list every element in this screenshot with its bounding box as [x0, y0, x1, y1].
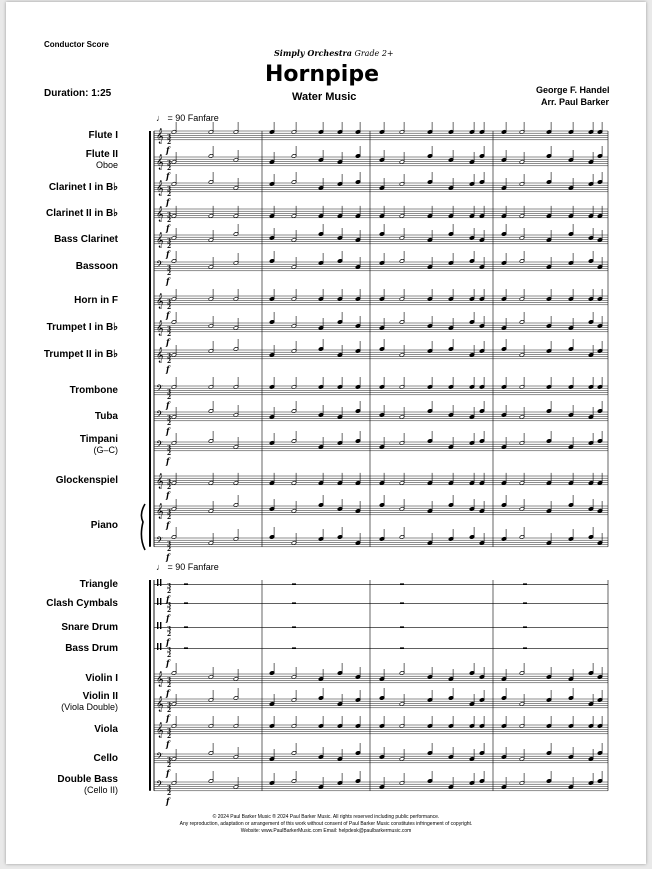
system-1-staff: [154, 495, 608, 530]
dynamic-marking: f: [166, 688, 170, 698]
dynamic-marking: f: [166, 796, 170, 806]
rest: [523, 602, 527, 604]
dynamic-marking: f: [166, 197, 170, 207]
svg-text:2: 2: [167, 243, 172, 250]
svg-text:2: 2: [167, 514, 172, 521]
percussion-clef: [157, 579, 158, 586]
system-1-staff: [154, 206, 608, 233]
svg-text:2: 2: [167, 607, 172, 614]
instrument-name: Triangle: [79, 579, 118, 590]
instrument-name: Violin II: [82, 691, 118, 702]
bass-clef: 𝄢: [156, 535, 164, 548]
system-1-staff: [154, 172, 608, 207]
svg-text:2: 2: [167, 331, 172, 338]
dynamic-marking: f: [166, 223, 170, 233]
dynamic-marking: f: [166, 337, 170, 347]
rest: [523, 626, 527, 628]
rest: [400, 602, 404, 604]
dynamic-marking: f: [166, 658, 170, 668]
percussion-clef: [157, 598, 158, 605]
svg-text:2: 2: [167, 631, 172, 638]
dynamic-marking: f: [166, 249, 170, 259]
svg-text:2: 2: [167, 733, 172, 740]
footer-notice: Any reproduction, adaptation or arrangement of this work without consent of Paul Barker Music constitutes infringement of copyright.: [179, 821, 473, 827]
instrument-name: Tuba: [94, 411, 118, 422]
series-name: Simply Orchestra: [274, 48, 352, 58]
system-2-staff: [154, 688, 608, 723]
dynamic-marking: f: [166, 739, 170, 749]
svg-text:2: 2: [167, 762, 172, 769]
svg-text:2: 2: [167, 450, 172, 457]
instrument-name: Trumpet II in B♭: [43, 349, 118, 360]
system-2-staff: [154, 622, 608, 647]
dynamic-marking: f: [166, 145, 170, 155]
system-1-staff: [154, 312, 608, 347]
tempo-marking-system-2: ♩ = 90 Fanfare: [156, 562, 219, 572]
treble-clef: 𝄞: [156, 155, 164, 170]
treble-clef: 𝄞: [156, 207, 164, 222]
percussion-clef: [157, 643, 158, 650]
percussion-clef: [157, 622, 158, 629]
svg-text:2: 2: [167, 546, 172, 553]
instrument-name: Flute I: [88, 130, 118, 141]
rest: [292, 602, 296, 604]
piano-brace: [141, 504, 145, 550]
system-1-staff: [154, 339, 608, 374]
dynamic-marking: f: [166, 637, 170, 647]
rest: [523, 583, 527, 585]
system-1-staff: [154, 146, 608, 181]
instrument-name: Viola: [94, 724, 118, 735]
dynamic-marking: f: [166, 310, 170, 320]
bass-clef: 𝄢: [156, 409, 164, 422]
dynamic-marking: f: [166, 713, 170, 723]
treble-clef: 𝄞: [156, 672, 164, 687]
treble-clef: 𝄞: [156, 697, 164, 712]
instrument-name: Trombone: [69, 385, 118, 396]
dynamic-marking: f: [166, 456, 170, 466]
dynamic-marking: f: [166, 613, 170, 623]
instrument-name: Violin I: [85, 673, 118, 684]
instrument-name: Timpani: [79, 434, 118, 445]
instrument-subname: (Viola Double): [61, 702, 118, 712]
svg-text:2: 2: [167, 165, 172, 172]
time-signature: 3: [167, 757, 172, 764]
dynamic-marking: f: [166, 520, 170, 530]
dynamic-marking: f: [166, 490, 170, 500]
instrument-name: Clarinet II in B♭: [46, 208, 118, 219]
system-2-staff: [154, 771, 608, 806]
rest: [400, 626, 404, 628]
dynamic-marking: f: [166, 768, 170, 778]
instrument-name: Clash Cymbals: [46, 598, 118, 609]
svg-text:2: 2: [167, 394, 172, 401]
score-page: [6, 2, 646, 864]
time-signature: 3: [167, 299, 172, 306]
instrument-name: Snare Drum: [61, 622, 118, 633]
time-signature: 3: [167, 583, 172, 590]
time-signature: 3: [167, 186, 172, 193]
system-2-staff: [154, 643, 608, 668]
rest: [400, 647, 404, 649]
time-signature: 3: [167, 160, 172, 167]
instrument-subname: (Cello II): [83, 785, 118, 795]
time-signature: 3: [167, 479, 172, 486]
dynamic-marking: f: [166, 276, 170, 286]
system-1-staff: [154, 431, 608, 466]
system-1-staff: [154, 251, 608, 286]
footer-contact: Website: www.PaulBarkerMusic.com Email: helpdesk@paulbarkermusic.com: [240, 828, 412, 834]
instrument-name: Bass Clarinet: [54, 234, 118, 245]
rest: [184, 626, 188, 628]
system-1-staff: [154, 224, 608, 259]
arranger: Arr. Paul Barker: [541, 97, 610, 107]
time-signature: 3: [167, 265, 172, 272]
svg-text:2: 2: [167, 139, 172, 146]
time-signature: 3: [167, 238, 172, 245]
dynamic-marking: f: [166, 400, 170, 410]
rest: [184, 583, 188, 585]
instrument-name: Double Bass: [57, 774, 118, 785]
rest: [184, 647, 188, 649]
piece-subtitle: Water Music: [292, 91, 357, 103]
time-signature: 3: [167, 509, 172, 516]
instrument-name: Bassoon: [75, 261, 118, 272]
svg-text:2: 2: [167, 652, 172, 659]
instrument-name: Trumpet I in B♭: [46, 322, 118, 333]
instrument-name: Piano: [90, 520, 118, 531]
treble-clef: 𝄞: [156, 129, 164, 144]
piece-title: Hornpipe: [265, 62, 379, 87]
system-1-staff: [154, 401, 608, 436]
dynamic-marking: f: [166, 552, 170, 562]
rest: [184, 602, 188, 604]
system-1-staff: [154, 377, 608, 410]
time-signature: 3: [167, 626, 172, 633]
treble-clef: 𝄞: [156, 348, 164, 363]
system-1-staff: [154, 289, 608, 320]
instrument-name: Bass Drum: [65, 643, 118, 654]
rest: [292, 647, 296, 649]
conductor-score-label: Conductor Score: [44, 40, 109, 49]
svg-text:2: 2: [167, 270, 172, 277]
instrument-subname: (G–C): [93, 445, 118, 455]
treble-clef: 𝄞: [156, 723, 164, 738]
system-1-barlines: [150, 131, 608, 547]
bass-clef: 𝄢: [156, 779, 164, 792]
time-signature: 3: [167, 702, 172, 709]
rest: [400, 583, 404, 585]
grade-label: Grade 2+: [354, 49, 394, 58]
system-1-staff: [154, 122, 608, 155]
system-1-staff: [154, 473, 608, 500]
system-2-staff: [154, 663, 608, 698]
system-2-staff: [154, 743, 608, 778]
bass-clef: 𝄢: [156, 383, 164, 396]
svg-text:2: 2: [167, 191, 172, 198]
svg-text:2: 2: [167, 682, 172, 689]
time-signature: 3: [167, 353, 172, 360]
dynamic-marking: f: [166, 364, 170, 374]
bass-clef: 𝄢: [156, 259, 164, 272]
treble-clef: 𝄞: [156, 504, 164, 519]
composer: George F. Handel: [536, 85, 610, 95]
instrument-name: Clarinet I in B♭: [48, 182, 118, 193]
time-signature: 3: [167, 785, 172, 792]
treble-clef: 𝄞: [156, 474, 164, 489]
tempo-marking-system-1: ♩ = 90 Fanfare: [156, 113, 219, 123]
time-signature: 3: [167, 134, 172, 141]
svg-text:2: 2: [167, 588, 172, 595]
system-1-staff: [154, 527, 608, 562]
bass-clef: 𝄢: [156, 439, 164, 452]
footer-copyright: © 2024 Paul Barker Music ® 2024 Paul Barker Music. All rights reserved including public performance.: [212, 814, 440, 820]
svg-text:2: 2: [167, 358, 172, 365]
bass-clef: 𝄢: [156, 751, 164, 764]
rest: [292, 583, 296, 585]
instrument-name: Glockenspiel: [55, 475, 118, 486]
rest: [292, 626, 296, 628]
svg-text:2: 2: [167, 420, 172, 427]
svg-text:2: 2: [167, 217, 172, 224]
time-signature: 3: [167, 445, 172, 452]
time-signature: 3: [167, 728, 172, 735]
time-signature: 3: [167, 326, 172, 333]
time-signature: 3: [167, 647, 172, 654]
score-notation: [6, 2, 646, 864]
svg-text:2: 2: [167, 707, 172, 714]
time-signature: 3: [167, 677, 172, 684]
svg-text:2: 2: [167, 304, 172, 311]
instrument-subname: Oboe: [95, 160, 118, 170]
instrument-name: Cello: [93, 753, 118, 764]
dynamic-marking: f: [166, 426, 170, 436]
time-signature: 3: [167, 415, 172, 422]
time-signature: 3: [167, 212, 172, 219]
time-signature: 3: [167, 389, 172, 396]
dynamic-marking: f: [166, 594, 170, 604]
rest: [523, 647, 527, 649]
system-2-barlines: [150, 580, 608, 791]
svg-text:2: 2: [167, 790, 172, 797]
treble-clef: 𝄞: [156, 181, 164, 196]
instrument-name: Flute II: [85, 149, 118, 160]
duration: Duration: 1:25: [44, 88, 112, 99]
treble-clef: 𝄞: [156, 233, 164, 248]
system-2-staff: [154, 598, 608, 623]
svg-text:2: 2: [167, 484, 172, 491]
treble-clef: 𝄞: [156, 294, 164, 309]
time-signature: 3: [167, 541, 172, 548]
system-2-staff: [154, 579, 608, 604]
time-signature: 3: [167, 602, 172, 609]
dynamic-marking: f: [166, 171, 170, 181]
instrument-name: Horn in F: [74, 295, 118, 306]
system-2-staff: [154, 716, 608, 749]
treble-clef: 𝄞: [156, 321, 164, 336]
